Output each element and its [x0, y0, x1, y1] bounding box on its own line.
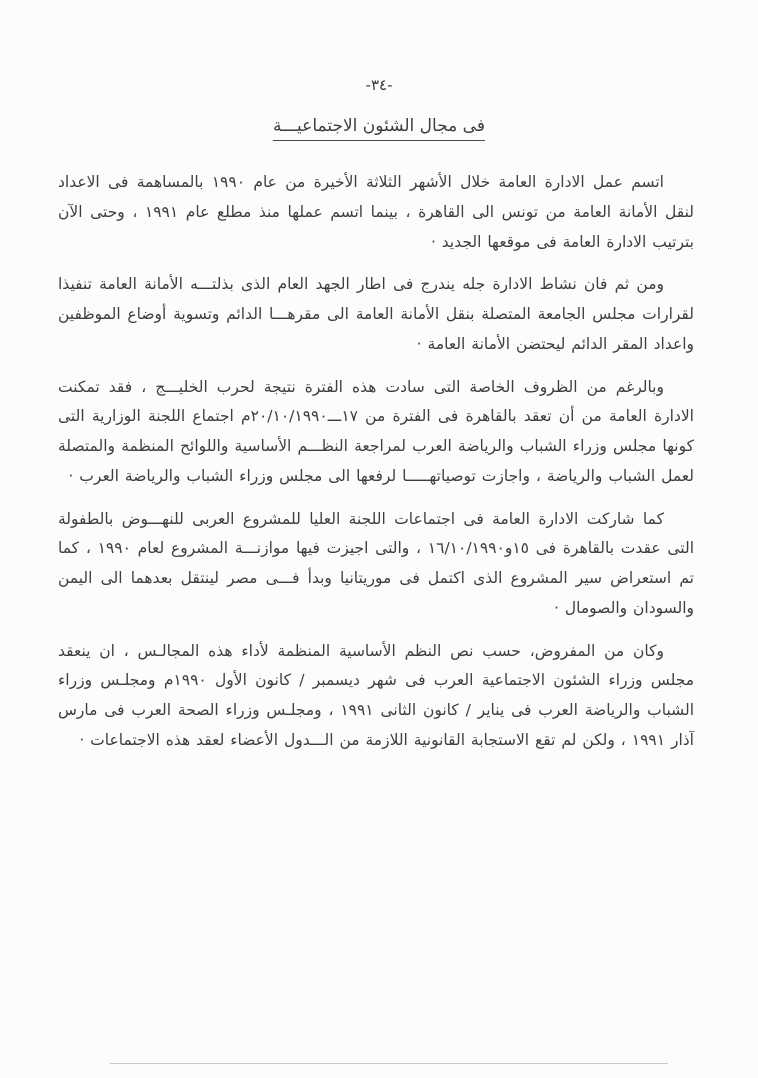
scan-edge-line	[110, 1063, 668, 1064]
paragraph: وبالرغم من الظروف الخاصة التى سادت هذه الفترة نتيجة لحرب الخليـــج ، فقد تمكنت الادارة العامة من أن تعقد بالقاهرة فى الفترة من ١٧ـــ٢٠/١٠/١٩٩٠م اجتماع اللجنة الوزارية التى كونها مجلس وزراء الشباب والرياضة العرب لمراجعة النظـــم الأساسية واللوائح المنظمة والمتصلة لعمل الشباب والرياضة ، واجازت توصياتهـــــا لرفعها الى مجلس وزراء الشباب والرياضة العرب ·	[58, 377, 694, 485]
section-title	[0, 116, 758, 141]
document-body	[58, 168, 694, 769]
page-number: -٣٤-	[365, 76, 393, 94]
paragraph: اتسم عمل الادارة العامة خلال الأشهر الثلاثة الأخيرة من عام ١٩٩٠ بالمساهمة فى الاعداد لنقل الأمانة العامة من تونس الى القاهرة ، بينما اتسم عملها منذ مطلع عام ١٩٩١ ، وحتى الآن بترتيب الادارة العامة فى موقعها الجديد ·	[58, 173, 694, 251]
paragraph: وكان من المفروض، حسب نص النظم الأساسية المنظمة لأداء هذه المجالـس ، ان ينعقد مجلس وزراء الشئون الاجتماعية العرب فى شهر ديسمبر / كانون الأول ١٩٩٠م ومجلـس وزراء الشباب والرياضة العرب فى يناير / كانون الثانى ١٩٩١ ، ومجلـس وزراء الصحة العرب فى مارس آذار ١٩٩١ ، ولكن لم تقع الاستجابة القانونية اللازمة من الـــدول الأعضاء لعقد هذه الاجتماعات ·	[58, 641, 695, 749]
section-title-text: فى مجال الشئون الاجتماعيـــة	[273, 116, 485, 141]
paragraph: ومن ثم فان نشاط الادارة جله يندرج فى اطار الجهد العام الذى بذلتـــه الأمانة العامة تنفيذا لقرارات مجلس الجامعة المتصلة بنقل الأمانة العامة الى مقرهـــا الدائم وتسوية أوضاع الموظفين واعداد المقر الدائم ليحتضن الأمانة العامة ·	[58, 275, 694, 353]
paragraph: كما شاركت الادارة العامة فى اجتماعات اللجنة العليا للمشروع العربى للنهـــوض بالطفولة التى عقدت بالقاهرة فى ١٥و١٦/١٠/١٩٩٠ ، والتى اجيزت فيها موازنـــة المشروع لعام ١٩٩٠ ، كما تم استعراض سير المشروع الذى اكتمل فى موريتانيا وبدأ فـــى مصر لينتقل بعدهما الى اليمن والسودان والصومال ·	[58, 509, 695, 617]
